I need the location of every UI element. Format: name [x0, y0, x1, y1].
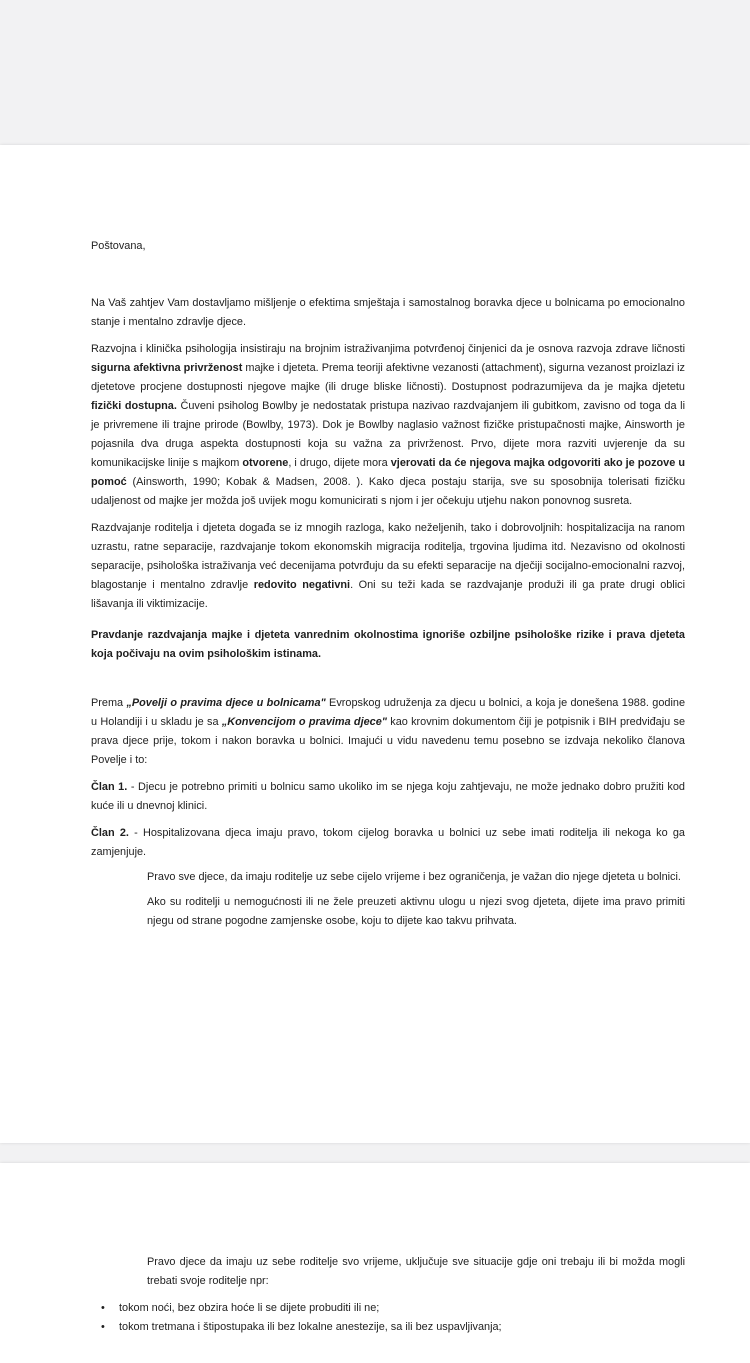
- bold-run: otvorene: [242, 457, 289, 469]
- text-run: (Ainsworth, 1990; Kobak & Madsen, 2008. ). Kako djeca postaju starija, sve su sposobnija tolerisati fizičku udaljenost od majke jer možda još uvijek mogu komunicirati s njom i jer očekuju utjehu nakon ponovnog susreta.: [91, 476, 685, 507]
- text-run: - Djecu je potrebno primiti u bolnicu samo ukoliko im se njega koju zahtjevaju, ne može jednako dobro pružiti kod kuće ili u dnevnoj klinici.: [91, 781, 685, 812]
- bold-run: Član 2.: [91, 827, 129, 839]
- text-run: , i drugo, dijete mora: [288, 457, 391, 469]
- document-page-2: [0, 1163, 750, 1363]
- text-run: Razvojna i klinička psihologija insistiraju na brojnim istraživanjima potvrđenoj činjenici da je osnova razvoja zdrave ličnosti: [91, 343, 685, 355]
- text-run: kao krovnim dokumentom čiji je potpisnik i BIH predviđaju se prava djece prije, tokom i nakon boravka u bolnici. Imajući u vidu navedenu temu posebno se izdvaja nekoliko članova Povelje i to:: [91, 716, 685, 766]
- text-run: Prema: [91, 697, 127, 709]
- bold-run: vjerovati da će njegova majka odgovoriti ako je pozove u pomoć: [91, 457, 685, 488]
- letter-body: [91, 237, 685, 931]
- situation-list: [91, 1299, 685, 1337]
- text-run: Razdvajanje roditelja i djeteta događa se iz mnogih razloga, kako neželjenih, tako i dobrovoljnih: hospitalizacija na ranom uzrastu, ratne separacije, razdvajanje tokom ekonomskih migracija roditelja, trgovina ljudima itd. Nezavisno od okolnosti separacije, psihološka istraživanja već decenijama potvrđuju da su efekti separacije na dječiji socijalno-emocionalni razvoj, blagostanje i mentalno zdravlje: [91, 522, 685, 591]
- bold-run: Član 1.: [91, 781, 128, 793]
- attachment-paragraph: [91, 340, 685, 511]
- list-item: • tokom noći, bez obzira hoće li se dijete probuditi ili ne;: [91, 1299, 685, 1318]
- salutation: Poštovana,: [91, 240, 146, 252]
- page-2-body: [91, 1253, 685, 1337]
- article-2-note-3: Pravo djece da imaju uz sebe roditelje svo vrijeme, uključuje sve situacije gdje oni trebaju ili bi možda mogli trebati svoje roditelje npr:: [147, 1256, 685, 1287]
- bold-run: „Konvencijom o pravima djece": [221, 716, 387, 728]
- article-2-note-2: Ako su roditelji u nemogućnosti ili ne žele preuzeti aktivnu ulogu u njezi svog djeteta, dijete ima pravo primiti njegu od strane pogodne zamjenske osobe, koju to dijete kao takvu prihvata.: [147, 896, 685, 927]
- article-2-note-1: Pravo sve djece, da imaju roditelje uz sebe cijelo vrijeme i bez ograničenja, je važan dio njege djeteta u bolnici.: [147, 871, 681, 883]
- separation-paragraph: [91, 519, 685, 614]
- document-page-1: [0, 145, 750, 1143]
- article-1: [91, 778, 685, 816]
- bold-run: fizički dostupna.: [91, 400, 177, 412]
- bold-run: redovito negativni: [253, 579, 351, 591]
- bold-run: sigurna afektivna privrženost: [91, 362, 243, 374]
- bold-run: „Povelji o pravima djece u bolnicama": [126, 697, 326, 709]
- text-run: - Hospitalizovana djeca imaju pravo, tokom cijelog boravka u bolnici uz sebe imati roditelja ili nekoga ko ga zamjenjuje.: [91, 827, 685, 858]
- article-2: [91, 824, 685, 862]
- text-run: Evropskog udruženja za djecu u bolnici, a koja je donešena 1988. godine u Holandiji i u skladu je sa: [91, 697, 686, 728]
- list-item: • tokom tretmana i štipostupaka ili bez lokalne anestezije, sa ili bez uspavljivanja;: [91, 1318, 685, 1337]
- intro-paragraph: Na Vaš zahtjev Vam dostavljamo mišljenje o efektima smještaja i samostalnog boravka djece u bolnicama po emocionalno stanje i mentalno zdravlje djece.: [91, 297, 685, 328]
- text-run: majke i djeteta. Prema teoriji afektivne vezanosti (attachment), sigurna vezanost proizlazi iz djetetove procjene dostupnosti njegove majke (ili druge bliske ličnosti). Dostupnost podrazumijeva da je majka djetetu: [91, 362, 685, 393]
- charter-paragraph: [91, 694, 685, 770]
- emphasis-paragraph: Pravdanje razdvajanja majke i djeteta vanrednim okolnostima ignoriše ozbiljne psihološke rizike i prava djeteta koja počivaju na ovim psihološkim istinama.: [91, 629, 685, 660]
- text-run: . Oni su teži kada se razdvajanje produži ili ga prate drugi oblici lišavanja ili viktimizacije.: [91, 579, 686, 610]
- text-run: Čuveni psiholog Bowlby je nedostatak pristupa nazivao razdvajanjem ili gubitkom, zavisno od toga da li je privremene ili trajne prirode (Bowlby, 1973). Dok je Bowlby naglasio važnost fizičke pristupačnosti majke, Ainsworth je pojasnila dva druga aspekta dostupnosti koja su važna za privrženost. Prvo, dijete mora razviti uvjerenje da su komunikacijske linije s majkom: [91, 400, 685, 469]
